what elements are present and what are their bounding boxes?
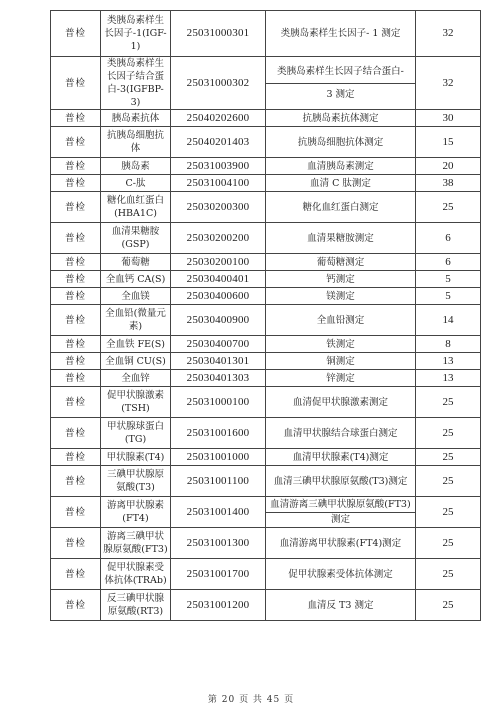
test-name-cell: 镁测定 (266, 288, 416, 305)
test-name-cell: 血清游离甲状腺素(FT4)测定 (266, 528, 416, 559)
price-cell: 25 (416, 559, 481, 590)
category-cell: 普检 (51, 223, 101, 254)
item-name-cell: 促甲状腺素受体抗体(TRAb) (101, 559, 171, 590)
price-cell: 25 (416, 497, 481, 528)
item-name-cell: 血清果糖胺(GSP) (101, 223, 171, 254)
price-cell: 25 (416, 192, 481, 223)
table-row (51, 387, 481, 418)
test-name-cell: 促甲状腺素受体抗体测定 (266, 559, 416, 590)
test-name-cell: 血清甲状腺素(T4)测定 (266, 449, 416, 466)
table-row (51, 305, 481, 336)
price-cell: 25 (416, 590, 481, 621)
table-row (51, 158, 481, 175)
price-cell: 25 (416, 528, 481, 559)
category-cell: 普检 (51, 175, 101, 192)
table-row (51, 559, 481, 590)
table-row (51, 466, 481, 497)
test-name-cell: 抗胰岛细胞抗体测定 (266, 127, 416, 158)
price-cell: 20 (416, 158, 481, 175)
item-code-cell: 25030200100 (171, 254, 266, 271)
item-code-cell: 25030400401 (171, 271, 266, 288)
item-name-cell: 胰岛素 (101, 158, 171, 175)
item-code-cell: 25031001100 (171, 466, 266, 497)
item-code-cell: 25030401301 (171, 353, 266, 370)
price-cell: 32 (416, 57, 481, 110)
category-cell: 普检 (51, 590, 101, 621)
test-name-line: 血清游离三碘甲状腺原氨酸(FT3) (270, 498, 411, 510)
category-cell: 普检 (51, 254, 101, 271)
category-cell: 普检 (51, 127, 101, 158)
test-name-cell: 铁测定 (266, 336, 416, 353)
price-cell: 6 (416, 223, 481, 254)
table-row (51, 57, 481, 110)
category-cell: 普检 (51, 418, 101, 449)
item-name-cell: 甲状腺素(T4) (101, 449, 171, 466)
price-cell: 13 (416, 353, 481, 370)
price-cell: 32 (416, 11, 481, 57)
test-name-cell: 血清促甲状腺激素测定 (266, 387, 416, 418)
item-code-cell: 25030200200 (171, 223, 266, 254)
item-code-cell: 25031004100 (171, 175, 266, 192)
test-name-cell: 血清 C 肽测定 (266, 175, 416, 192)
item-code-cell: 25031001300 (171, 528, 266, 559)
item-name-cell: 类胰岛素样生长因子-1(IGF-1) (101, 11, 171, 57)
category-cell: 普检 (51, 110, 101, 127)
test-name-cell: 葡萄糖测定 (266, 254, 416, 271)
item-code-cell: 25031001400 (171, 497, 266, 528)
category-cell: 普检 (51, 449, 101, 466)
category-cell: 普检 (51, 57, 101, 110)
category-cell: 普检 (51, 466, 101, 497)
price-cell: 25 (416, 449, 481, 466)
item-code-cell: 25030401303 (171, 370, 266, 387)
item-name-cell: 抗胰岛细胞抗体 (101, 127, 171, 158)
price-cell: 15 (416, 127, 481, 158)
item-name-cell: 葡萄糖 (101, 254, 171, 271)
table-row (51, 418, 481, 449)
table-row (51, 192, 481, 223)
category-cell: 普检 (51, 387, 101, 418)
price-cell: 5 (416, 271, 481, 288)
test-name-cell: 钙测定 (266, 271, 416, 288)
item-name-cell: 全血铜 CU(S) (101, 353, 171, 370)
item-name-cell: 三碘甲状腺原氨酸(T3) (101, 466, 171, 497)
table-row (51, 590, 481, 621)
item-code-cell: 25031000100 (171, 387, 266, 418)
test-name-cell: 类胰岛素样生长因子- 1 测定 (266, 11, 416, 57)
table-row (51, 11, 481, 57)
category-cell: 普检 (51, 370, 101, 387)
item-code-cell: 25031000302 (171, 57, 266, 110)
item-code-cell: 25031001200 (171, 590, 266, 621)
test-name-cell: 血清果糖胺测定 (266, 223, 416, 254)
item-name-cell: 反三碘甲状腺原氨酸(RT3) (101, 590, 171, 621)
price-cell: 25 (416, 418, 481, 449)
item-name-cell: C-肽 (101, 175, 171, 192)
table-row (51, 127, 481, 158)
table-row (51, 223, 481, 254)
price-cell: 30 (416, 110, 481, 127)
page-footer: 第 20 页 共 45 页 (207, 695, 295, 705)
category-cell: 普检 (51, 305, 101, 336)
item-code-cell: 25040202600 (171, 110, 266, 127)
table-row (51, 271, 481, 288)
price-cell: 5 (416, 288, 481, 305)
item-name-cell: 促甲状腺激素(TSH) (101, 387, 171, 418)
test-name-line: 类胰岛素样生长因子结合蛋白- (277, 66, 404, 77)
table-row (51, 175, 481, 192)
test-name-cell (266, 497, 416, 528)
test-name-cell: 全血铅测定 (266, 305, 416, 336)
category-cell: 普检 (51, 271, 101, 288)
table-row (51, 254, 481, 271)
item-code-cell: 25040201403 (171, 127, 266, 158)
test-name-cell: 血清反 T3 测定 (266, 590, 416, 621)
item-name-cell: 甲状腺球蛋白(TG) (101, 418, 171, 449)
price-cell: 6 (416, 254, 481, 271)
test-name-cell: 铜测定 (266, 353, 416, 370)
item-code-cell: 25031001000 (171, 449, 266, 466)
category-cell: 普检 (51, 528, 101, 559)
item-name-cell: 类胰岛素样生长因子结合蛋白-3(IGFBP-3) (101, 57, 171, 110)
item-name-cell: 全血钙 CA(S) (101, 271, 171, 288)
category-cell: 普检 (51, 559, 101, 590)
category-cell: 普检 (51, 11, 101, 57)
test-name-cell: 血清甲状腺结合球蛋白测定 (266, 418, 416, 449)
item-code-cell: 25031003900 (171, 158, 266, 175)
table-row (51, 449, 481, 466)
price-cell: 25 (416, 466, 481, 497)
category-cell: 普检 (51, 288, 101, 305)
table-row (51, 336, 481, 353)
table-row (51, 110, 481, 127)
category-cell: 普检 (51, 497, 101, 528)
item-name-cell: 胰岛素抗体 (101, 110, 171, 127)
item-code-cell: 25030400900 (171, 305, 266, 336)
item-code-cell: 25030200300 (171, 192, 266, 223)
test-name-cell (266, 57, 416, 110)
price-cell: 8 (416, 336, 481, 353)
price-cell: 13 (416, 370, 481, 387)
price-cell: 14 (416, 305, 481, 336)
item-code-cell: 25031001600 (171, 418, 266, 449)
item-code-cell: 25030400700 (171, 336, 266, 353)
table-row (51, 497, 481, 528)
category-cell: 普检 (51, 158, 101, 175)
item-name-cell: 游离甲状腺素(FT4) (101, 497, 171, 528)
test-name-cell: 血清胰岛素测定 (266, 158, 416, 175)
category-cell: 普检 (51, 353, 101, 370)
table-body (51, 11, 481, 621)
table-row (51, 288, 481, 305)
test-name-cell: 血清三碘甲状腺原氨酸(T3)测定 (266, 466, 416, 497)
table-row (51, 528, 481, 559)
item-name-cell: 糖化血红蛋白(HBA1C) (101, 192, 171, 223)
item-name-cell: 全血铅(微量元素) (101, 305, 171, 336)
test-name-line: 测定 (266, 512, 416, 528)
test-name-cell: 抗胰岛素抗体测定 (266, 110, 416, 127)
table-row (51, 370, 481, 387)
test-name-cell: 锌测定 (266, 370, 416, 387)
category-cell: 普检 (51, 336, 101, 353)
price-cell: 38 (416, 175, 481, 192)
test-name-line: 3 测定 (266, 83, 416, 106)
table-row (51, 353, 481, 370)
item-code-cell: 25031001700 (171, 559, 266, 590)
item-code-cell: 25031000301 (171, 11, 266, 57)
test-name-cell: 糖化血红蛋白测定 (266, 192, 416, 223)
item-name-cell: 游离三碘甲状腺原氨酸(FT3) (101, 528, 171, 559)
item-name-cell: 全血镁 (101, 288, 171, 305)
category-cell: 普检 (51, 192, 101, 223)
item-code-cell: 25030400600 (171, 288, 266, 305)
exam-price-table (50, 10, 481, 621)
item-name-cell: 全血锌 (101, 370, 171, 387)
price-cell: 25 (416, 387, 481, 418)
item-name-cell: 全血铁 FE(S) (101, 336, 171, 353)
